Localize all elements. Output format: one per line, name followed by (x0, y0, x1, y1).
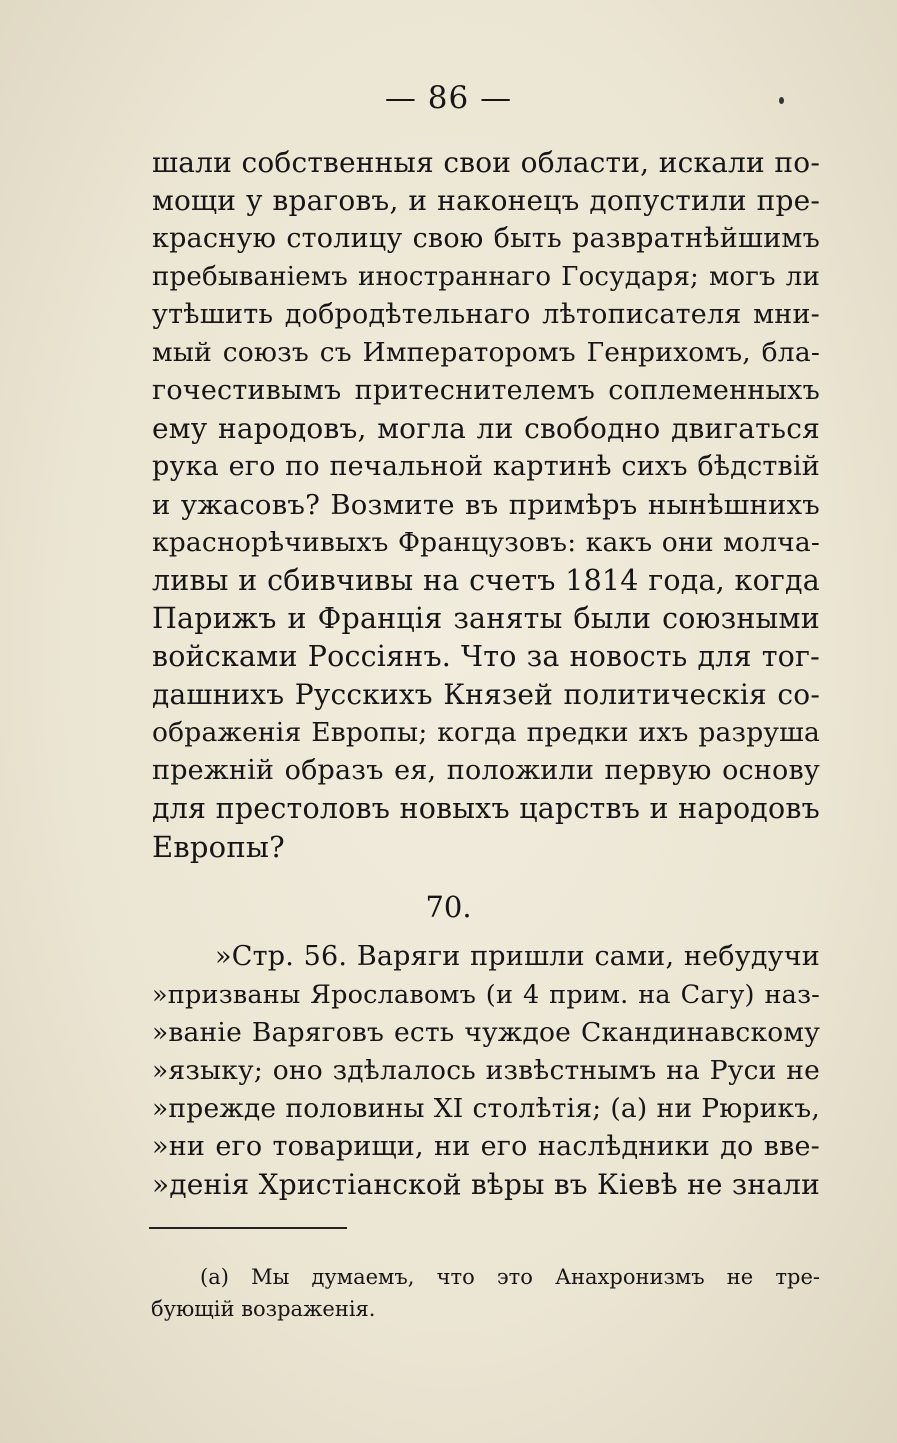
body-line: Европы? (152, 830, 285, 864)
body-line: и ужасовъ? Возмите въ примѣръ нынѣшнихъ (152, 489, 820, 521)
body-line: рука его по печальной картинѣ сихъ бѣдствій (152, 451, 820, 482)
body-line: краснорѣчивыхъ Французовъ: какъ они молча- (152, 527, 820, 558)
footnote-line: (а) Мы думаемъ, что это Анахронизмъ не тре- (200, 1265, 820, 1289)
body-line: ливы и сбивчивы на счетъ 1814 года, когда (152, 564, 820, 597)
body-line: мый союзъ съ Императоромъ Генрихомъ, бла- (152, 337, 820, 368)
body-line: для престоловъ новыхъ царствъ и народовъ (152, 792, 820, 825)
body-line: утѣшить добродѣтельнаго лѣтописателя мни- (152, 299, 820, 330)
body-line: гочестивымъ притеснителемъ соплеменныхъ (152, 375, 820, 406)
body-line: ему народовъ, могла ли свободно двигаться (152, 412, 820, 445)
footnote-line: бующій возраженія. (151, 1297, 376, 1321)
body-line: шали собственныя свои области, искали по- (152, 146, 820, 179)
body-line: ображенія Европы; когда предки ихъ разруша (152, 717, 820, 748)
quote-line: »ваніе Варяговъ есть чуждое Скандинавскому (152, 1017, 820, 1048)
section-number: 70. (425, 890, 472, 924)
body-line: войсками Россіянъ. Что за новость для тог- (152, 640, 820, 673)
quote-line: »призваны Ярославомъ (и 4 прим. на Сагу) наз- (152, 980, 820, 1010)
quote-line: »Стр. 56. Варяги пришли сами, небудучи (215, 941, 820, 972)
footnote-rule (149, 1227, 347, 1229)
page-number: — 86 — (384, 80, 513, 116)
body-line: красную столицу свою быть развратнѣйшимъ (152, 223, 820, 254)
quote-line: »языку; оно здѣлалось извѣстнымъ на Руси не (152, 1055, 820, 1086)
body-line: мощи у враговъ, и наконецъ допустили пре- (152, 184, 820, 217)
quote-line: »прежде половины XI столѣтія; (а) ни Рюрикъ, (152, 1093, 820, 1124)
body-line: дашнихъ Русскихъ Князей политическія со- (152, 678, 820, 711)
body-line: пребываніемъ иностраннаго Государя; могъ ли (152, 262, 820, 292)
body-line: прежній образъ ея, положили первую основу (152, 755, 820, 786)
print-speck (779, 97, 784, 104)
quote-line: »ни его товарищи, ни его наслѣдники до вве- (152, 1131, 820, 1162)
quote-line: »денія Христіанской вѣры въ Кіевѣ не знали (152, 1168, 820, 1201)
body-line: Парижъ и Франція заняты были союзными (152, 602, 820, 635)
